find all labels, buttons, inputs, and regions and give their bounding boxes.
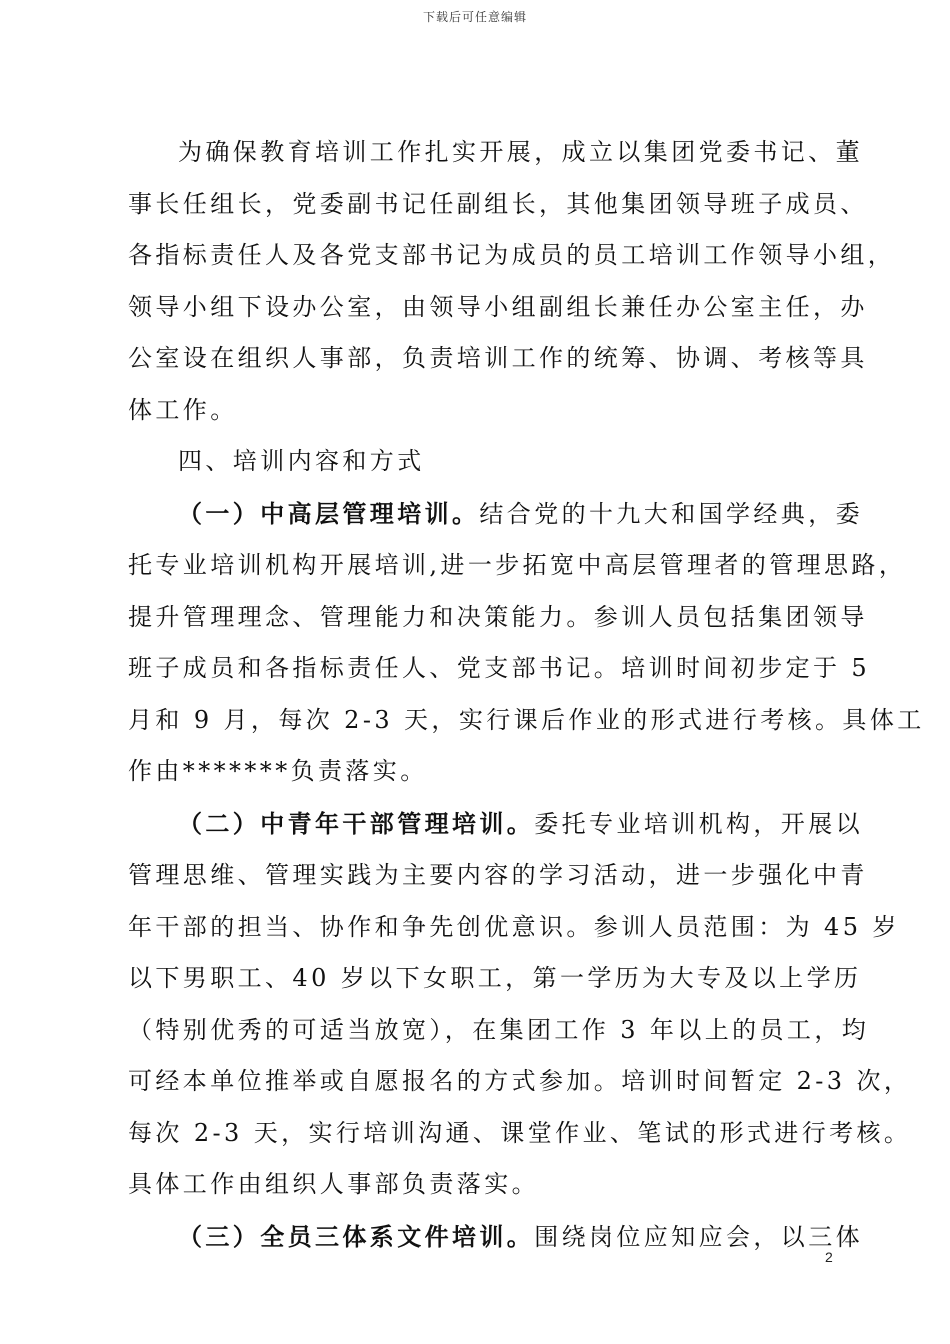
paragraph-line: 年干部的担当、协作和争先创优意识。参训人员范围：为 45 岁 (128, 912, 900, 941)
paragraph-line: 管理思维、管理实践为主要内容的学习活动，进一步强化中青 (128, 861, 868, 889)
paragraph-line: 托专业培训机构开展培训,进一步拓宽中高层管理者的管理思路， (128, 551, 907, 579)
paragraph-text: 委托专业培训机构，开展以 (534, 809, 864, 838)
paragraph-line: 为确保教育培训工作扎实开展，成立以集团党委书记、董 (178, 138, 863, 166)
subsection-title: （二）中青年干部管理培训。 (178, 808, 535, 838)
subsection-first-line (128, 1211, 864, 1264)
subsection-title: （一）中高层管理培训。 (178, 498, 480, 528)
paragraph-line: 每次 2-3 天，实行培训沟通、课堂作业、笔试的形式进行考核。 (128, 1118, 912, 1147)
paragraph-line: 各指标责任人及各党支部书记为成员的员工培训工作领导小组， (128, 241, 896, 269)
subsection-first-line (128, 488, 864, 541)
paragraph-line: 班子成员和各指标责任人、党支部书记。培训时间初步定于 5 (128, 654, 871, 682)
paragraph-line: 提升管理理念、管理能力和决策能力。参训人员包括集团领导 (128, 602, 868, 631)
page-header-note: 下载后可任意编辑 (422, 10, 527, 24)
paragraph-line: 具体工作由组织人事部负责落实。 (128, 1170, 539, 1198)
page-number: 2 (825, 1249, 833, 1265)
paragraph-line: 领导小组下设办公室，由领导小组副组长兼任办公室主任，办 (128, 292, 868, 321)
paragraph-text: 围绕岗位应知应会，以三体 (534, 1222, 864, 1251)
section-heading: 四、培训内容和方式 (178, 447, 425, 475)
subsection-title: （三）全员三体系文件培训。 (178, 1221, 535, 1251)
paragraph-line: 公室设在组织人事部，负责培训工作的统筹、协调、考核等具 (128, 344, 868, 372)
paragraph-line: 体工作。 (128, 395, 238, 424)
paragraph-line: 可经本单位推举或自愿报名的方式参加。培训时间暂定 2-3 次， (128, 1067, 912, 1095)
subsection-first-line (128, 798, 864, 851)
paragraph-text: 结合党的十九大和国学经典，委 (479, 499, 864, 528)
paragraph-line: 事长任组长，党委副书记任副组长，其他集团领导班子成员、 (128, 189, 868, 218)
paragraph-line: 作由*******负责落实。 (128, 757, 428, 785)
paragraph-line: 月和 9 月，每次 2-3 天，实行课后作业的形式进行考核。具体工 (128, 705, 925, 734)
document-body (128, 127, 925, 1263)
paragraph-line: （特别优秀的可适当放宽），在集团工作 3 年以上的员工，均 (128, 1015, 870, 1044)
paragraph-line: 以下男职工、40 岁以下女职工，第一学历为大专及以上学历 (128, 964, 862, 992)
